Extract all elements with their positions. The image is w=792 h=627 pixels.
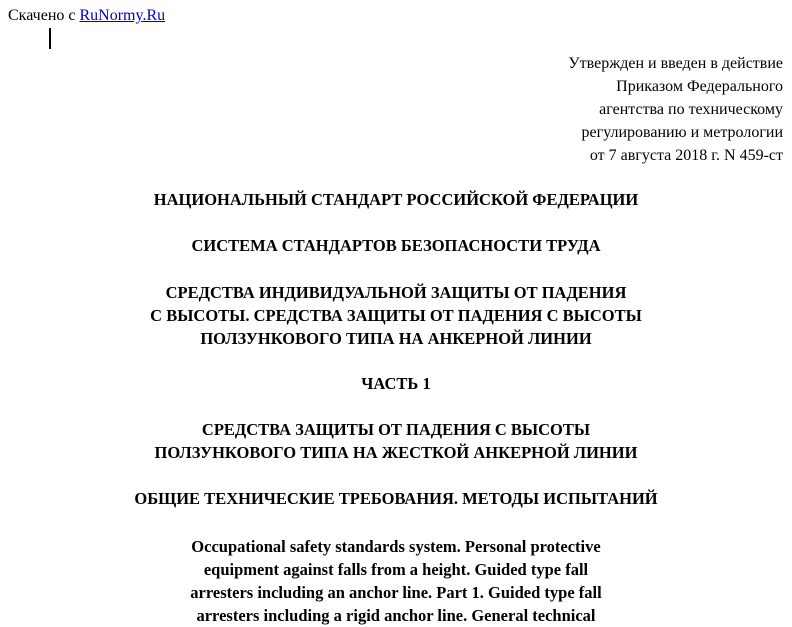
main-title xyxy=(0,281,792,350)
approval-line: Приказом Федерального xyxy=(616,78,783,95)
national-standard-heading: НАЦИОНАЛЬНЫЙ СТАНДАРТ РОССИЙСКОЙ ФЕДЕРАЦИИ xyxy=(153,190,639,209)
main-title-line: ПОЛЗУНКОВОГО ТИПА НА АНКЕРНОЙ ЛИНИИ xyxy=(200,329,592,348)
english-title xyxy=(0,535,792,627)
english-title-line: arresters including a rigid anchor line. General technical xyxy=(196,606,596,625)
approval-line: от 7 августа 2018 г. N 459-ст xyxy=(589,147,783,164)
approval-line: регулированию и метрологии xyxy=(581,124,783,141)
main-title-line: С ВЫСОТЫ. СРЕДСТВА ЗАЩИТЫ ОТ ПАДЕНИЯ С ВЫСОТЫ xyxy=(150,306,642,325)
part-title-line: СРЕДСТВА ЗАЩИТЫ ОТ ПАДЕНИЯ С ВЫСОТЫ xyxy=(201,420,591,439)
approval-line: агентства по техническому xyxy=(599,101,783,118)
part-title xyxy=(0,418,792,464)
main-title-line: СРЕДСТВА ИНДИВИДУАЛЬНОЙ ЗАЩИТЫ ОТ ПАДЕНИЯ xyxy=(165,283,627,302)
english-title-line: Occupational safety standards system. Personal protective xyxy=(191,537,601,556)
source-line xyxy=(8,6,165,26)
part-title-line: ПОЛЗУНКОВОГО ТИПА НА ЖЕСТКОЙ АНКЕРНОЙ ЛИНИИ xyxy=(154,443,638,462)
english-title-line: arresters including an anchor line. Part 1. Guided type fall xyxy=(190,583,602,602)
source-prefix: Скачено с xyxy=(8,7,76,24)
system-heading: СИСТЕМА СТАНДАРТОВ БЕЗОПАСНОСТИ ТРУДА xyxy=(191,236,601,255)
source-link[interactable]: RuNormy.Ru xyxy=(79,7,166,24)
approval-line: Утвержден и введен в действие xyxy=(568,55,783,72)
english-title-line: equipment against falls from a height. Guided type fall xyxy=(203,560,589,579)
requirements-heading: ОБЩИЕ ТЕХНИЧЕСКИЕ ТРЕБОВАНИЯ. МЕТОДЫ ИСПЫТАНИЙ xyxy=(134,489,658,508)
text-cursor xyxy=(49,28,51,49)
part-heading: ЧАСТЬ 1 xyxy=(361,374,431,393)
approval-block xyxy=(383,52,783,167)
